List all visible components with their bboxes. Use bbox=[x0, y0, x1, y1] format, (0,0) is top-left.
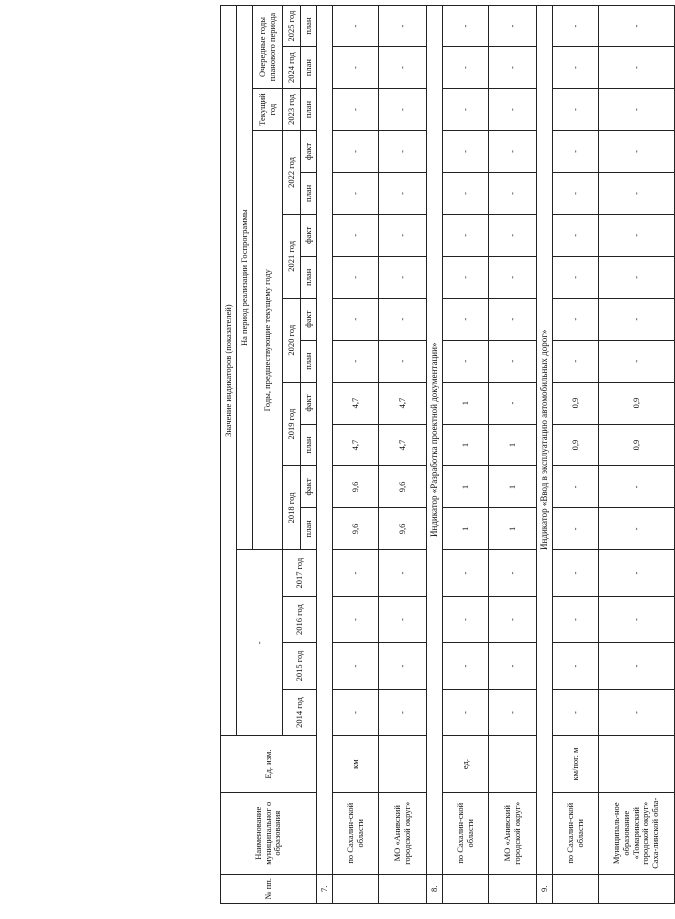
row-unit: км/пог. м bbox=[553, 736, 599, 793]
header-fact: факт bbox=[301, 466, 317, 508]
row-value: - bbox=[489, 6, 537, 47]
indicators-table bbox=[220, 5, 675, 904]
header-year-2023: 2023 год bbox=[283, 89, 301, 131]
header-period: На период реализации Госпрограммы bbox=[237, 6, 253, 550]
row-value: 0,9 bbox=[553, 424, 599, 466]
header-current-year: Текущий год bbox=[253, 89, 283, 131]
row-value: - bbox=[333, 256, 379, 298]
row-value: 1 bbox=[443, 508, 489, 550]
row-municipality: по Сахалин-ской области bbox=[333, 792, 379, 874]
row-value: - bbox=[333, 131, 379, 173]
row-value: - bbox=[443, 172, 489, 214]
row-value: - bbox=[489, 89, 537, 131]
row-value: - bbox=[443, 6, 489, 47]
row-value: - bbox=[379, 6, 427, 47]
header-year-2018: 2018 год bbox=[283, 466, 301, 550]
table-row bbox=[379, 6, 427, 904]
header-year-2016: 2016 год bbox=[283, 596, 317, 642]
row-value: - bbox=[379, 298, 427, 340]
section-number: 8. bbox=[427, 874, 443, 903]
header-number: № пп. bbox=[221, 874, 317, 903]
header-year-2020: 2020 год bbox=[283, 298, 301, 382]
header-plan: план bbox=[301, 89, 317, 131]
header-values: Значение индикаторов (показателей) bbox=[221, 6, 237, 736]
row-value: - bbox=[489, 596, 537, 642]
row-unit: км bbox=[333, 736, 379, 793]
row-value: - bbox=[553, 89, 599, 131]
row-value: 1 bbox=[443, 466, 489, 508]
row-value: - bbox=[489, 298, 537, 340]
row-value: - bbox=[599, 550, 675, 596]
table-row bbox=[553, 6, 599, 904]
row-value: - bbox=[443, 131, 489, 173]
row-value: 1 bbox=[443, 424, 489, 466]
row-value: - bbox=[489, 131, 537, 173]
row-value: - bbox=[379, 47, 427, 89]
header-fact: факт bbox=[301, 214, 317, 256]
row-municipality: МО «Анивский городской округ» bbox=[379, 792, 427, 874]
row-value: - bbox=[379, 214, 427, 256]
header-year-2019: 2019 год bbox=[283, 382, 301, 466]
header-year-2024: 2024 год bbox=[283, 47, 301, 89]
row-value: - bbox=[553, 256, 599, 298]
row-value: - bbox=[489, 382, 537, 424]
row-value: - bbox=[599, 89, 675, 131]
header-plan: план bbox=[301, 424, 317, 466]
section-title: Индикатор «Разработка проектной документации» bbox=[427, 6, 443, 875]
header-municipality: Наименование муниципальног о образования bbox=[221, 792, 317, 874]
row-value: - bbox=[553, 6, 599, 47]
row-value: - bbox=[599, 214, 675, 256]
row-number bbox=[553, 874, 599, 903]
header-plan: план bbox=[301, 340, 317, 382]
row-value: - bbox=[379, 256, 427, 298]
row-value: 4,7 bbox=[379, 382, 427, 424]
header-fact: факт bbox=[301, 382, 317, 424]
row-value: 4,7 bbox=[379, 424, 427, 466]
header-year-2015: 2015 год bbox=[283, 643, 317, 689]
row-value: - bbox=[599, 131, 675, 173]
row-value: - bbox=[489, 550, 537, 596]
row-value: - bbox=[333, 550, 379, 596]
table-row bbox=[599, 6, 675, 904]
row-municipality: Муниципаль-ное образование «Томаринский городской округ» Саха-линской обла- bbox=[599, 792, 675, 874]
section-title: Индикатор «Ввод в эксплуатацию автомобильных дорог» bbox=[537, 6, 553, 875]
header-plan: план bbox=[301, 6, 317, 47]
row-value: - bbox=[553, 214, 599, 256]
row-value: 1 bbox=[489, 424, 537, 466]
row-value: - bbox=[553, 340, 599, 382]
row-value: - bbox=[489, 340, 537, 382]
row-value: - bbox=[333, 172, 379, 214]
row-number bbox=[333, 874, 379, 903]
row-value: - bbox=[599, 596, 675, 642]
row-value: - bbox=[599, 256, 675, 298]
header-fact: факт bbox=[301, 131, 317, 173]
row-value: - bbox=[599, 47, 675, 89]
row-value: - bbox=[553, 47, 599, 89]
header-year-2022: 2022 год bbox=[283, 131, 301, 215]
row-value: - bbox=[333, 89, 379, 131]
table-row bbox=[333, 6, 379, 904]
row-value: - bbox=[553, 131, 599, 173]
row-number bbox=[379, 874, 427, 903]
row-value: - bbox=[489, 689, 537, 735]
row-value: - bbox=[489, 214, 537, 256]
row-value: - bbox=[599, 172, 675, 214]
header-year-2017: 2017 год bbox=[283, 550, 317, 596]
row-value: - bbox=[599, 466, 675, 508]
row-value: - bbox=[489, 643, 537, 689]
row-value: - bbox=[443, 596, 489, 642]
row-value: 4,7 bbox=[333, 382, 379, 424]
row-value: - bbox=[553, 298, 599, 340]
row-value: - bbox=[443, 214, 489, 256]
row-value: - bbox=[333, 643, 379, 689]
row-value: - bbox=[333, 214, 379, 256]
header-fact: факт bbox=[301, 298, 317, 340]
row-value: - bbox=[553, 172, 599, 214]
row-value: - bbox=[599, 643, 675, 689]
header-dash: - bbox=[237, 550, 283, 736]
row-value: - bbox=[443, 689, 489, 735]
row-unit bbox=[599, 736, 675, 793]
header-planned-years: Очередные годы планового периода bbox=[253, 6, 283, 89]
row-value: - bbox=[443, 47, 489, 89]
row-value: - bbox=[443, 340, 489, 382]
row-value: 9,6 bbox=[333, 466, 379, 508]
row-municipality: МО «Анивский городской округ» bbox=[489, 792, 537, 874]
row-municipality: по Сахалин-ской области bbox=[553, 792, 599, 874]
header-plan: план bbox=[301, 47, 317, 89]
table-row bbox=[489, 6, 537, 904]
row-value: - bbox=[553, 643, 599, 689]
row-value: - bbox=[443, 256, 489, 298]
row-value: 9,6 bbox=[333, 508, 379, 550]
row-value: - bbox=[553, 550, 599, 596]
row-value: 9,6 bbox=[379, 508, 427, 550]
header-plan: план bbox=[301, 508, 317, 550]
row-value: - bbox=[443, 550, 489, 596]
row-number bbox=[443, 874, 489, 903]
row-value: 1 bbox=[489, 466, 537, 508]
row-value: 0,9 bbox=[599, 424, 675, 466]
row-value: - bbox=[333, 6, 379, 47]
row-value: - bbox=[443, 643, 489, 689]
row-value: - bbox=[379, 689, 427, 735]
row-value: - bbox=[553, 596, 599, 642]
row-value: - bbox=[379, 172, 427, 214]
row-value: - bbox=[599, 508, 675, 550]
header-year-2014: 2014 год bbox=[283, 689, 317, 735]
row-number bbox=[489, 874, 537, 903]
row-unit bbox=[379, 736, 427, 793]
row-value: - bbox=[599, 298, 675, 340]
row-value: - bbox=[379, 89, 427, 131]
row-value: 0,9 bbox=[599, 382, 675, 424]
row-unit bbox=[489, 736, 537, 793]
row-value: - bbox=[553, 508, 599, 550]
row-value: 1 bbox=[489, 508, 537, 550]
header-unit: Ед. изм. bbox=[221, 736, 317, 793]
row-unit: ед. bbox=[443, 736, 489, 793]
row-value: - bbox=[553, 466, 599, 508]
row-value: - bbox=[553, 689, 599, 735]
row-value: - bbox=[379, 340, 427, 382]
row-municipality: по Сахалин-ской области bbox=[443, 792, 489, 874]
row-value: - bbox=[489, 47, 537, 89]
row-value: - bbox=[443, 89, 489, 131]
row-value: 0,9 bbox=[553, 382, 599, 424]
header-year-2025: 2025 год bbox=[283, 6, 301, 47]
header-plan: план bbox=[301, 172, 317, 214]
section-number: 7. bbox=[317, 874, 333, 903]
row-value: 9,6 bbox=[379, 466, 427, 508]
row-value: - bbox=[443, 298, 489, 340]
row-value: - bbox=[599, 6, 675, 47]
row-value: - bbox=[379, 596, 427, 642]
header-year-2021: 2021 год bbox=[283, 214, 301, 298]
row-value: - bbox=[489, 256, 537, 298]
row-value: - bbox=[333, 689, 379, 735]
row-value: - bbox=[333, 298, 379, 340]
row-value: - bbox=[599, 340, 675, 382]
header-plan: план bbox=[301, 256, 317, 298]
row-value: - bbox=[333, 596, 379, 642]
row-value: - bbox=[379, 131, 427, 173]
row-value: - bbox=[379, 550, 427, 596]
table-row bbox=[443, 6, 489, 904]
row-value: - bbox=[333, 340, 379, 382]
row-value: 4,7 bbox=[333, 424, 379, 466]
section-title bbox=[317, 6, 333, 875]
row-value: - bbox=[379, 643, 427, 689]
row-value: - bbox=[489, 172, 537, 214]
row-value: 1 bbox=[443, 382, 489, 424]
header-previous-years: Годы, предшествующие текущему году bbox=[253, 131, 283, 550]
row-value: - bbox=[599, 689, 675, 735]
row-value: - bbox=[333, 47, 379, 89]
row-number bbox=[599, 874, 675, 903]
section-number: 9. bbox=[537, 874, 553, 903]
